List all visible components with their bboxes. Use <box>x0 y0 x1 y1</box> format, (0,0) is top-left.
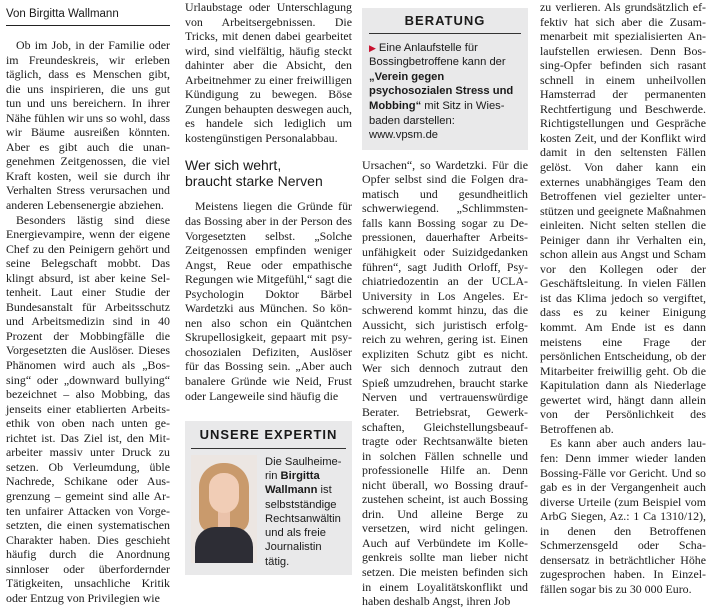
info-box-body <box>369 41 521 143</box>
info-box-bold: „Verein gegen psychosozialen Stress und Mobbing“ <box>369 70 514 112</box>
expert-title: UNSERE EXPERTIN <box>191 421 346 449</box>
paragraph: Urlaubstage oder Unterschlagung von Arbeitsergebnissen. Die Tricks, mit denen dabei gearbeitet wird, sind vielfältig, häufig steckt dahinter aber die Absicht, den Arbeitnehmer zu einer freiwilligen Kündigung zu bewegen. Böse Zungen behaupten deswegen auch, es handele sich lediglich um kostengünstigen Personalabbau. <box>185 0 352 145</box>
paragraph: Ursachen“, so Wardetzki. Für die Opfer selbst sind die Folgen dramatisch und gesundheitlich schwerwiegend. „Schlimmstenfalls kann Bossing sogar zu Depressionen, dauerhafter Arbeitsunfähigkeit oder Suizidgedanken führen“, sagt Judith Orloff, Psychiatriedozentin an der UCLA-University in Los Angeles. Erschwerend kommt hinzu, das die Aussicht, sich juristisch erfolgreich zu wehren, gering ist. Einen expliziten Schutz gibt es nicht. Wer sich dennoch zutraut den Spieß umzudrehen, braucht starke Nerven und vertrauenswürdige Berater. Betriebsrat, Gewerkschaften, Gleichstellungsbeauftragte oder Rechtsanwälte bieten in solchen Fällen schnelle und professionelle Hilfe an. Denn nicht überall, wo Bossing draufzustehen scheint, ist auch Bossing drin. Und alleine Berge zu versetzen, wird nicht gelingen. Auch auf Verbündete im Kollegenkreis sollte man lieber nicht setzen. Die meisten befinden sich in einem Loyalitätskonflikt und haben deshalb Angst, ihren Job <box>362 157 528 609</box>
expert-name: Birgitta Wallmann <box>265 469 320 497</box>
column-2 <box>185 0 352 575</box>
expert-bio-rest: ist selbstständige Rechtsanwältin und als freie Journalistin tätig. <box>265 484 341 568</box>
subheading-line-2: braucht starke Nerven <box>185 173 323 190</box>
info-box-text-end: mit Sitz in Wiesbaden darstellen: www.vpsm.de <box>369 99 505 142</box>
expert-content <box>191 455 346 569</box>
expert-bio-intro: Die Saulheimerin <box>265 455 342 482</box>
arrow-right-icon: ▶ <box>369 42 376 53</box>
author-photo <box>191 455 257 563</box>
byline: Von Birgitta Wallmann <box>6 7 170 26</box>
subheading-line-1: Wer sich wehrt, <box>185 157 282 174</box>
info-box-text: Eine Anlaufstelle für Bossingbetroffene kann der <box>369 41 506 69</box>
expert-box <box>185 421 352 575</box>
column-1 <box>6 0 170 605</box>
paragraph: Ob im Job, in der Familie oder im Freundeskreis, wir erleben täglich, dass es Menschen gibt, die uns inspirieren, die uns gut tun und uns bereichern. In ihrer Nähe fühlen wir uns so wohl, dass wir Bäume ausreißen könnten. Aber es gibt auch die unangenehmen Zeitgenossen, die viel Kraft kosten, weil sie durch ihr Verhalten Stress verursachen und anderen Lebensenergie abziehen. <box>6 38 170 213</box>
paragraph: Es kann aber auch anders laufen: Denn immer wieder landen Bossing-Fälle vor Gericht. Und so gab es in der Vergangenheit auch diverse Urteile (zum Beispiel vom ArbG Siegen, Az.: 1 Ca 1310/12), in denen den Betroffenen Schmerzensgeld oder Schadensersatz in beträchtlicher Höhe zugesprochen haben. In Einzelfällen sogar bis zu 30 000 Euro. <box>540 436 706 596</box>
paragraph: zu verlieren. Als grundsätzlich effektiv hat sich aber die Zusammenarbeit mit spezialisierten Anlaufstellen erwiesen. Denn Bossing-Opfer befinden sich rasant schnell in einem unheilvollen Hamsterrad der permanenten Rechtfertigung und Beschwerde. Richtigstellungen und Gespräche kosten Zeit, und der Konflikt wird damit in den seltensten Fällen gelöst. Von daher kann ein externes unabhängiges Team den Betroffenen viel gezielter unterstützen und geeignete Maßnahmen einleiten. Nicht selten stellen die Peiniger dann ihr Verhalten ein, schon allein aus Angst und Scham vor den Kollegen oder der Geschäftsleitung. In vielen Fällen ist das Klima jedoch so vergiftet, dass es zu keiner Einigung kommt. Am Ende ist es dann meistens eine Frage der persönlichen Entscheidung, ob der Mitarbeiter freiwillig geht. Ob die Kapitulation dann als Niederlage gewertet wird, hängt dann allein von der Persönlichkeit des Betroffenen ab. <box>540 0 706 436</box>
column-4 <box>540 0 706 596</box>
paragraph: Meistens liegen die Gründe für das Bossing aber in der Person des Vorgesetzten selbst. „Solche Zeitgenossen empfinden weniger Angst, Reue oder empathische Regungen wie Mitgefühl,“ sagt die Psychologin Doktor Bärbel Wardetzki aus München. So können also schon ein Quäntchen Skrupellosigkeit, gepaart mit psychosozialen Defiziten, Auslöser für das Bossing sein. „Aber auch banalere Gründe wie Neid, Frust oder Langeweile sind häufig die <box>185 199 352 403</box>
info-box-beratung <box>362 8 528 150</box>
subheading <box>185 157 352 189</box>
info-box-title: BERATUNG <box>369 14 521 34</box>
expert-bio <box>265 455 346 569</box>
paragraph: Besonders lästig sind diese Energievampire, wenn der eigene Chef zu den Peinigern gehört und seine Belegschaft mobbt. Das klingt absurd, ist aber keine Seltenheit. Laut einer Studie der Bundesanstalt für Arbeitsschutz und Arbeitsmedizin sind in 40 Prozent der Mobbingfälle die Vorgesetzten die Auslöser. Dieses Phänomen wird auch als „Bossing“ oder „downward bullying“ bezeichnet – also Mobbing, das jenseits einer etablierten Arbeitsethik von oben nach unten gerichtet ist. Das Ziel ist, den Mitarbeiter massiv unter Druck zu setzen. Ob Verleumdung, üble Nachrede, Schikane oder Ausgrenzung – gemeint sind alle Arten unfairer Attacken von Vorgesetzten, die einen systematischen Charakter haben. Dies geschieht häufig durch die Anordnung sinnloser oder überfordernder Tätigkeiten, unsachliche Kritik oder Entzug von Privilegien wie <box>6 212 170 605</box>
column-3 <box>362 0 528 609</box>
